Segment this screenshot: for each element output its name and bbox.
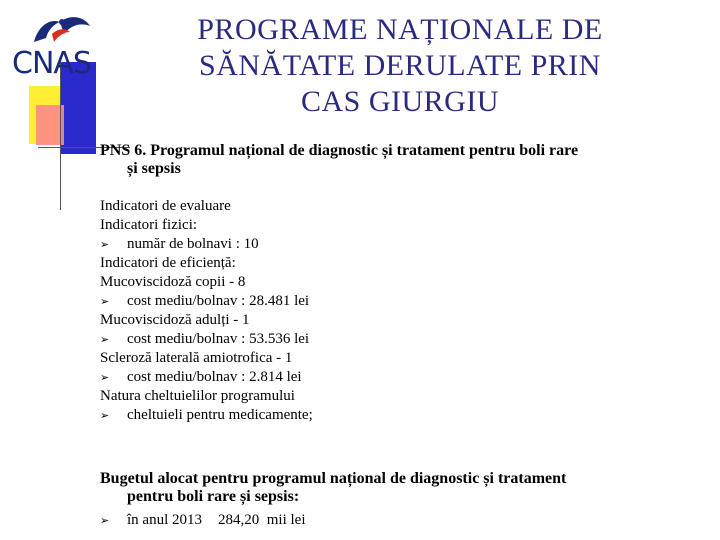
title-line: CAS GIURGIU xyxy=(300,85,499,118)
title-line: SĂNĂTATE DERULATE PRIN xyxy=(199,49,601,82)
list-item-text: cheltuieli pentru medicamente; xyxy=(127,407,313,423)
list-item xyxy=(100,235,700,254)
cf-children-label: Mucoviscidoză copii - 8 xyxy=(100,274,246,290)
als-label: Scleroză laterală amiotrofica - 1 xyxy=(100,350,293,366)
list-item-text: cost mediu/bolnav : 2.814 lei xyxy=(127,369,302,385)
list-item-text: număr de bolnavi : 10 xyxy=(127,236,259,252)
list-item xyxy=(100,511,306,530)
arrow-bullet-icon: ➢ xyxy=(100,333,110,346)
list-item xyxy=(100,368,700,387)
page-title xyxy=(160,12,640,120)
arrow-bullet-icon: ➢ xyxy=(100,295,110,308)
list-item-text: cost mediu/bolnav : 53.536 lei xyxy=(127,331,310,347)
list-item xyxy=(100,292,700,311)
budget-year-label: în anul 2013 xyxy=(127,512,202,528)
budget-heading xyxy=(100,470,710,506)
budget-heading-line: Bugetul alocat pentru programul național de diagnostic și tratament xyxy=(100,470,567,487)
list-item xyxy=(100,330,700,349)
arrow-bullet-icon: ➢ xyxy=(100,514,110,527)
program-heading-line: PNS 6. Programul național de diagnostic și tratament pentru boli rare xyxy=(100,142,579,159)
physical-indicators-label: Indicatori fizici: xyxy=(100,217,198,233)
program-heading xyxy=(100,142,710,178)
indicators-heading: Indicatori de evaluare xyxy=(100,198,231,214)
efficiency-indicators-label: Indicatori de eficiență: xyxy=(100,255,236,271)
cnas-logo xyxy=(4,4,104,84)
list-item xyxy=(100,406,700,425)
cf-adults-label: Mucoviscidoză adulți - 1 xyxy=(100,312,250,328)
budget-amount: 284,20 xyxy=(218,512,260,528)
expenses-label: Natura cheltuielilor programului xyxy=(100,388,295,404)
program-heading-line: și sepsis xyxy=(127,160,181,177)
arrow-bullet-icon: ➢ xyxy=(100,409,110,422)
list-item-text: cost mediu/bolnav : 28.481 lei xyxy=(127,293,310,309)
budget-unit: mii lei xyxy=(266,512,306,528)
indicators-list xyxy=(100,197,700,425)
logo-text: CNAS xyxy=(12,46,91,81)
budget-heading-line: pentru boli rare și sepsis: xyxy=(127,488,300,505)
title-line: PROGRAME NAȚIONALE DE xyxy=(197,13,603,46)
arrow-bullet-icon: ➢ xyxy=(100,238,110,251)
arrow-bullet-icon: ➢ xyxy=(100,371,110,384)
